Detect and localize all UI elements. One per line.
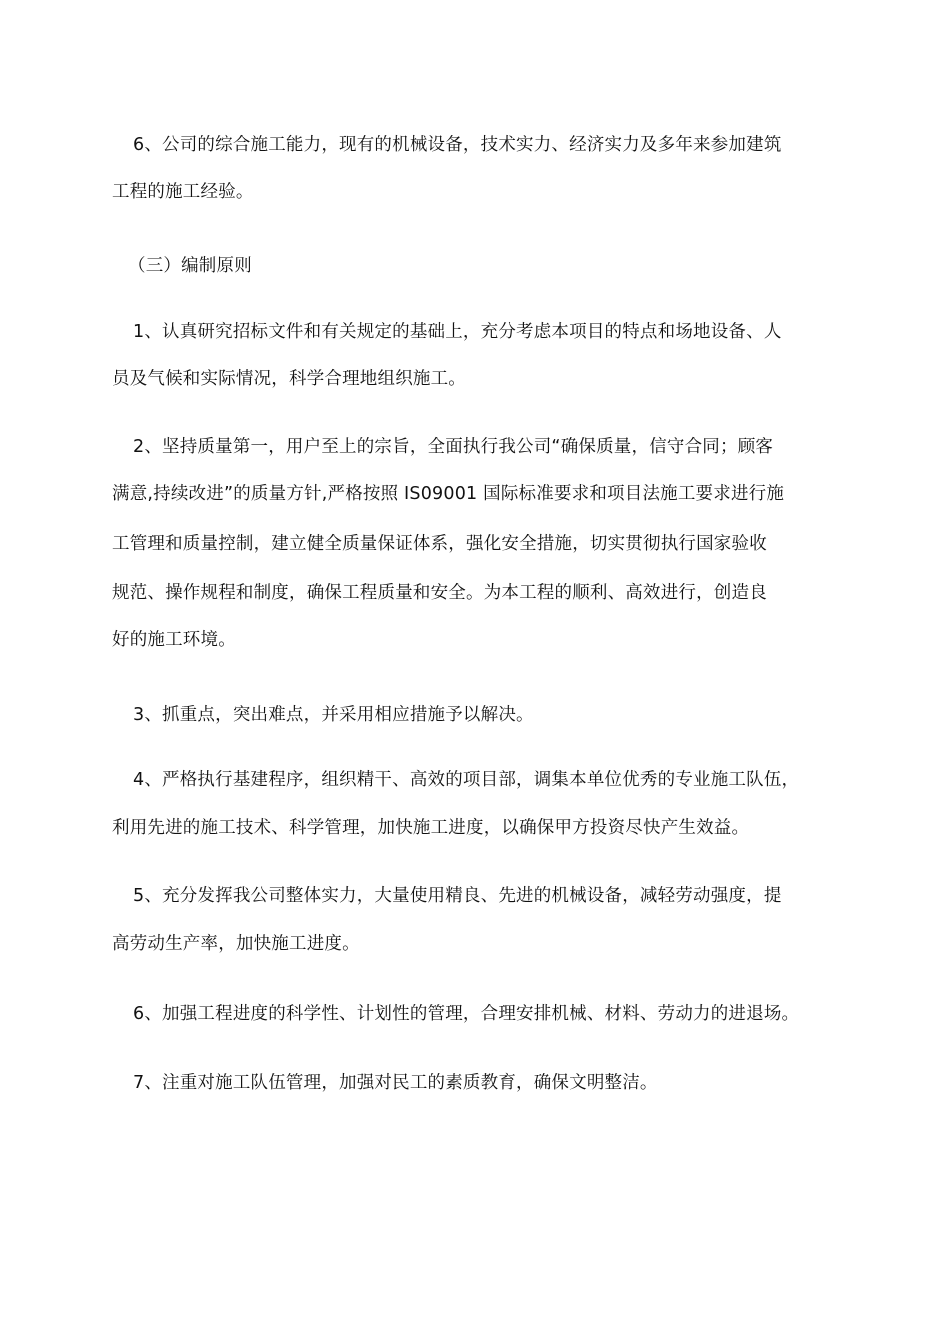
principle-5-line-2: 高劳动生产率，加快施工进度。 xyxy=(112,934,360,954)
principle-1-line-2: 员及气候和实际情况，科学合理地组织施工。 xyxy=(112,369,466,389)
principle-4-line-2: 利用先进的施工技术、科学管理，加快施工进度，以确保甲方投资尽快产生效益。 xyxy=(112,818,750,838)
principle-2-line-5: 好的施工环境。 xyxy=(112,630,236,650)
principle-2-line-3: 工管理和质量控制，建立健全质量保证体系，强化安全措施，切实贯彻执行国家验收 xyxy=(112,534,767,554)
principle-3: 3、抓重点，突出难点，并采用相应措施予以解决。 xyxy=(133,705,534,725)
principle-7: 7、注重对施工队伍管理，加强对民工的素质教育，确保文明整洁。 xyxy=(133,1073,658,1093)
principle-2-line-4: 规范、操作规程和制度，确保工程质量和安全。为本工程的顺利、高效进行，创造良 xyxy=(112,583,767,603)
principle-4-line-1: 4、严格执行基建程序，组织精干、高效的项目部，调集本单位优秀的专业施工队伍， xyxy=(133,770,800,790)
principle-6: 6、加强工程进度的科学性、计划性的管理，合理安排机械、材料、劳动力的进退场。 xyxy=(133,1004,800,1024)
principle-1-line-1: 1、认真研究招标文件和有关规定的基础上，充分考虑本项目的特点和场地设备、人 xyxy=(133,322,782,342)
paragraph-6-company-capability-line-2: 工程的施工经验。 xyxy=(112,182,254,202)
principle-5-line-1: 5、充分发挥我公司整体实力，大量使用精良、先进的机械设备，减轻劳动强度，提 xyxy=(133,886,782,906)
principle-2-line-2: 满意,持续改进”的质量方针,严格按照 IS09001 国际标准要求和项目法施工要求进行施 xyxy=(112,484,785,504)
section-heading-compilation-principles: （三）编制原则 xyxy=(128,256,252,276)
principle-2-line-1: 2、坚持质量第一，用户至上的宗旨，全面执行我公司“确保质量，信守合同；顾客 xyxy=(133,437,774,457)
paragraph-6-company-capability-line-1: 6、公司的综合施工能力，现有的机械设备，技术实力、经济实力及多年来参加建筑 xyxy=(133,135,782,155)
